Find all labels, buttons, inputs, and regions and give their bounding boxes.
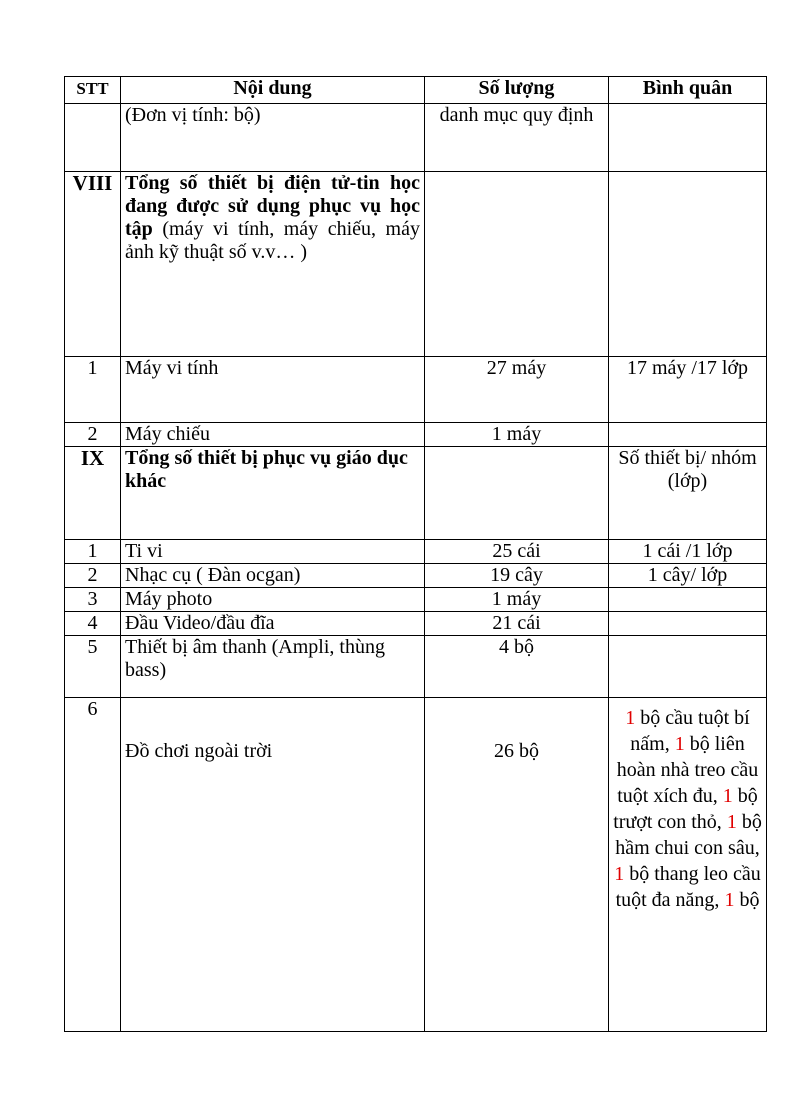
cell-stt: 4: [65, 612, 121, 636]
table-row: [65, 564, 767, 588]
cell-binh-quan: [609, 698, 767, 1032]
header-stt: STT: [65, 77, 121, 104]
table-row: [65, 540, 767, 564]
cell-stt: IX: [65, 447, 121, 540]
table-row: [65, 447, 767, 540]
cell-binh-quan: 1 cái /1 lớp: [609, 540, 767, 564]
quantity-highlight: 1: [724, 889, 735, 911]
cell-noi-dung: Đầu Video/đầu đĩa: [121, 612, 425, 636]
header-noi-dung: Nội dung: [121, 77, 425, 104]
cell-text-fragment: bộ liên hoàn nhà treo cầu tuột xích đu,: [616, 733, 759, 807]
cell-text-fragment: bộ hầm chui con sâu,: [615, 811, 762, 859]
cell-noi-dung: Thiết bị âm thanh (Ampli, thùng bass): [121, 636, 425, 698]
cell-so-luong: 27 máy: [425, 357, 609, 423]
header-so-luong: Số lượng: [425, 77, 609, 104]
cell-stt: 1: [65, 357, 121, 423]
table-row: [65, 612, 767, 636]
table-row: [65, 357, 767, 423]
cell-noi-dung: Máy vi tính: [121, 357, 425, 423]
cell-so-luong: 21 cái: [425, 612, 609, 636]
cell-stt: 6: [65, 698, 121, 1032]
cell-so-luong: 4 bộ: [425, 636, 609, 698]
table-row: [65, 104, 767, 172]
cell-so-luong: 25 cái: [425, 540, 609, 564]
table-row: [65, 698, 767, 1032]
cell-noi-dung: (Đơn vị tính: bộ): [121, 104, 425, 172]
cell-text-fragment: bộ trượt con thỏ,: [613, 785, 758, 833]
cell-noi-dung: Ti vi: [121, 540, 425, 564]
cell-binh-quan: [609, 636, 767, 698]
section-title: Tổng số thiết bị điện tử-tin học đang được sử dụng phục vụ học tập: [125, 172, 420, 240]
cell-so-luong: 19 cây: [425, 564, 609, 588]
cell-stt: 3: [65, 588, 121, 612]
cell-so-luong: danh mục quy định: [425, 104, 609, 172]
cell-noi-dung: Đồ chơi ngoài trời: [121, 698, 425, 1032]
cell-binh-quan: 1 cây/ lớp: [609, 564, 767, 588]
table-row: [65, 636, 767, 698]
cell-so-luong: [425, 172, 609, 357]
cell-binh-quan: [609, 612, 767, 636]
cell-binh-quan: 17 máy /17 lớp: [609, 357, 767, 423]
cell-noi-dung: Nhạc cụ ( Đàn ocgan): [121, 564, 425, 588]
cell-noi-dung: [121, 172, 425, 357]
cell-noi-dung: Máy chiếu: [121, 423, 425, 447]
cell-stt: VIII: [65, 172, 121, 357]
cell-stt: 2: [65, 564, 121, 588]
cell-noi-dung: Tổng số thiết bị phục vụ giáo dục khác: [121, 447, 425, 540]
table-row: [65, 172, 767, 357]
cell-text-fragment: bộ: [734, 889, 760, 911]
table-row: [65, 423, 767, 447]
cell-so-luong: 1 máy: [425, 423, 609, 447]
cell-so-luong: 1 máy: [425, 588, 609, 612]
cell-text-fragment: bộ cầu tuột bí nấm,: [630, 707, 750, 755]
quantity-highlight: 1: [674, 733, 685, 755]
cell-binh-quan: [609, 423, 767, 447]
cell-stt: [65, 104, 121, 172]
cell-noi-dung: Máy photo: [121, 588, 425, 612]
cell-stt: 1: [65, 540, 121, 564]
cell-text-fragment: bộ thang leo cầu tuột đa năng,: [615, 863, 761, 911]
table-row: [65, 588, 767, 612]
section-note: (máy vi tính, máy chiếu, máy ảnh kỹ thuật số v.v… ): [125, 218, 420, 263]
cell-binh-quan: [609, 588, 767, 612]
cell-binh-quan: Số thiết bị/ nhóm (lớp): [609, 447, 767, 540]
quantity-highlight: 1: [625, 707, 636, 729]
header-binh-quan: Bình quân: [609, 77, 767, 104]
cell-stt: 5: [65, 636, 121, 698]
equipment-table: [64, 76, 767, 1032]
cell-binh-quan: [609, 172, 767, 357]
quantity-highlight: 1: [726, 811, 737, 833]
cell-stt: 2: [65, 423, 121, 447]
cell-binh-quan: [609, 104, 767, 172]
table-header-row: [65, 77, 767, 104]
cell-so-luong: [425, 447, 609, 540]
cell-so-luong: 26 bộ: [425, 698, 609, 1032]
quantity-highlight: 1: [614, 863, 625, 885]
quantity-highlight: 1: [722, 785, 733, 807]
